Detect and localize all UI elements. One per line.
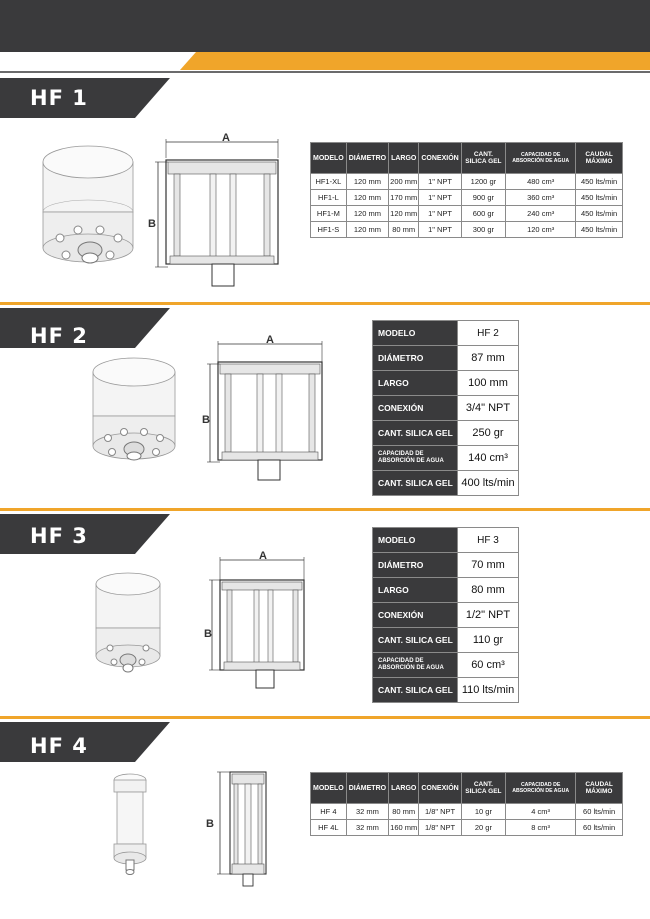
hf4-technical-drawing (210, 770, 270, 888)
spec-value: 60 cm³ (458, 653, 519, 678)
table-cell: 8 cm³ (506, 820, 576, 836)
top-accent-stripe (0, 52, 650, 76)
table-cell: HF 4 (311, 804, 347, 820)
table-cell: HF1-XL (311, 174, 347, 190)
col-header-absorcion: CAPACIDAD DE ABSORCIÓN DE AGUA (506, 143, 576, 174)
table-cell: 60 lts/min (576, 804, 623, 820)
table-cell: 120 cm³ (506, 222, 576, 238)
hf4-spec-table (310, 772, 623, 836)
spec-value: 140 cm³ (458, 446, 519, 471)
hf3-spec-table (372, 527, 519, 703)
spec-label: LARGO (373, 371, 458, 396)
table-cell: 450 lts/min (576, 190, 623, 206)
spec-value: 110 gr (458, 628, 519, 653)
spec-value: 1/2" NPT (458, 603, 519, 628)
table-cell: 120 mm (346, 222, 388, 238)
table-row (311, 820, 623, 836)
table-cell: 300 gr (461, 222, 505, 238)
hf4-title: HF 4 (30, 734, 88, 758)
col-header-conexion: CONEXIÓN (419, 143, 461, 174)
table-cell: 160 mm (389, 820, 419, 836)
col-header-modelo: MODELO (311, 773, 347, 804)
table-cell: HF 4L (311, 820, 347, 836)
table-cell: 80 mm (389, 804, 419, 820)
hf3-product-render (92, 570, 164, 680)
table-cell: 450 lts/min (576, 174, 623, 190)
col-header-absorcion: CAPACIDAD DE ABSORCIÓN DE AGUA (506, 773, 576, 804)
spec-row (373, 396, 519, 421)
table-cell: 20 gr (461, 820, 505, 836)
spec-value: 3/4" NPT (458, 396, 519, 421)
table-row (311, 222, 623, 238)
table-cell: 900 gr (461, 190, 505, 206)
table-header-row (311, 143, 623, 174)
hf3-dim-b: B (204, 628, 212, 640)
spec-label: CONEXIÓN (373, 603, 458, 628)
col-header-modelo: MODELO (311, 143, 347, 174)
table-cell: 360 cm³ (506, 190, 576, 206)
spec-label: CAPACIDAD DE ABSORCIÓN DE AGUA (373, 653, 458, 678)
table-cell: 4 cm³ (506, 804, 576, 820)
spec-row (373, 346, 519, 371)
hf1-spec-table (310, 142, 623, 238)
spec-row (373, 321, 519, 346)
table-cell: 1" NPT (419, 206, 461, 222)
spec-value: 100 mm (458, 371, 519, 396)
hf2-product-render (88, 354, 180, 468)
col-header-largo: LARGO (389, 773, 419, 804)
col-header-diametro: DIÁMETRO (346, 143, 388, 174)
table-cell: 32 mm (346, 820, 388, 836)
hf1-technical-drawing (148, 132, 288, 292)
col-header-conexion: CONEXIÓN (419, 773, 461, 804)
spec-label: CAPACIDAD DE ABSORCIÓN DE AGUA (373, 446, 458, 471)
table-cell: 1" NPT (419, 190, 461, 206)
table-cell: 1200 gr (461, 174, 505, 190)
table-cell: 240 cm³ (506, 206, 576, 222)
table-cell: 120 mm (346, 190, 388, 206)
table-cell: 480 cm³ (506, 174, 576, 190)
table-cell: 600 gr (461, 206, 505, 222)
spec-label: CANT. SILICA GEL (373, 421, 458, 446)
spec-label: LARGO (373, 578, 458, 603)
spec-label: CONEXIÓN (373, 396, 458, 421)
col-header-largo: LARGO (389, 143, 419, 174)
section-divider (0, 302, 650, 305)
hf1-title: HF 1 (30, 86, 88, 110)
hf1-product-render (38, 140, 138, 270)
spec-label: CANT. SILICA GEL (373, 678, 458, 703)
table-cell: 10 gr (461, 804, 505, 820)
spec-value: 250 gr (458, 421, 519, 446)
table-cell: 1" NPT (419, 222, 461, 238)
col-header-diametro: DIÁMETRO (346, 773, 388, 804)
spec-label: CANT. SILICA GEL (373, 471, 458, 496)
table-cell: 450 lts/min (576, 222, 623, 238)
hf4-product-render (108, 772, 152, 882)
table-header-row (311, 773, 623, 804)
spec-row (373, 603, 519, 628)
spec-row (373, 628, 519, 653)
spec-row (373, 471, 519, 496)
spec-value: HF 2 (458, 321, 519, 346)
table-cell: 450 lts/min (576, 206, 623, 222)
spec-value: 110 lts/min (458, 678, 519, 703)
table-cell: 1" NPT (419, 174, 461, 190)
spec-row (373, 553, 519, 578)
spec-label: DIÁMETRO (373, 346, 458, 371)
spec-row (373, 528, 519, 553)
table-cell: 200 mm (389, 174, 419, 190)
hf1-dim-a: A (222, 132, 230, 144)
spec-value: 87 mm (458, 346, 519, 371)
table-row (311, 190, 623, 206)
table-cell: 32 mm (346, 804, 388, 820)
spec-label: CANT. SILICA GEL (373, 628, 458, 653)
spec-row (373, 578, 519, 603)
hf4-dim-b: B (206, 818, 214, 830)
spec-label: MODELO (373, 321, 458, 346)
table-cell: 120 mm (346, 174, 388, 190)
spec-row (373, 446, 519, 471)
spec-row (373, 421, 519, 446)
hf3-title: HF 3 (30, 524, 88, 548)
top-header-bar (0, 0, 650, 52)
table-row (311, 804, 623, 820)
table-row (311, 206, 623, 222)
table-cell: HF1-M (311, 206, 347, 222)
hf3-dim-a: A (259, 550, 267, 562)
table-cell: HF1-L (311, 190, 347, 206)
spec-row (373, 678, 519, 703)
table-cell: 120 mm (389, 206, 419, 222)
table-cell: HF1-S (311, 222, 347, 238)
spec-value: 80 mm (458, 578, 519, 603)
spec-value: HF 3 (458, 528, 519, 553)
spec-row (373, 371, 519, 396)
section-divider (0, 508, 650, 511)
hf1-dim-b: B (148, 218, 156, 230)
table-cell: 120 mm (346, 206, 388, 222)
hf2-dim-b: B (202, 414, 210, 426)
spec-row (373, 653, 519, 678)
col-header-silica: CANT. SILICA GEL (461, 773, 505, 804)
table-cell: 1/8" NPT (419, 820, 461, 836)
section-divider (0, 716, 650, 719)
table-cell: 170 mm (389, 190, 419, 206)
hf2-title: HF 2 (30, 324, 88, 348)
col-header-caudal: CAUDAL MÁXIMO (576, 773, 623, 804)
table-cell: 60 lts/min (576, 820, 623, 836)
col-header-caudal: CAUDAL MÁXIMO (576, 143, 623, 174)
hf2-dim-a: A (266, 334, 274, 346)
spec-value: 400 lts/min (458, 471, 519, 496)
table-row (311, 174, 623, 190)
hf3-technical-drawing (200, 548, 310, 690)
col-header-silica: CANT. SILICA GEL (461, 143, 505, 174)
spec-label: MODELO (373, 528, 458, 553)
hf2-spec-table (372, 320, 519, 496)
spec-label: DIÁMETRO (373, 553, 458, 578)
table-cell: 80 mm (389, 222, 419, 238)
table-cell: 1/8" NPT (419, 804, 461, 820)
hf2-technical-drawing (200, 334, 330, 484)
spec-value: 70 mm (458, 553, 519, 578)
